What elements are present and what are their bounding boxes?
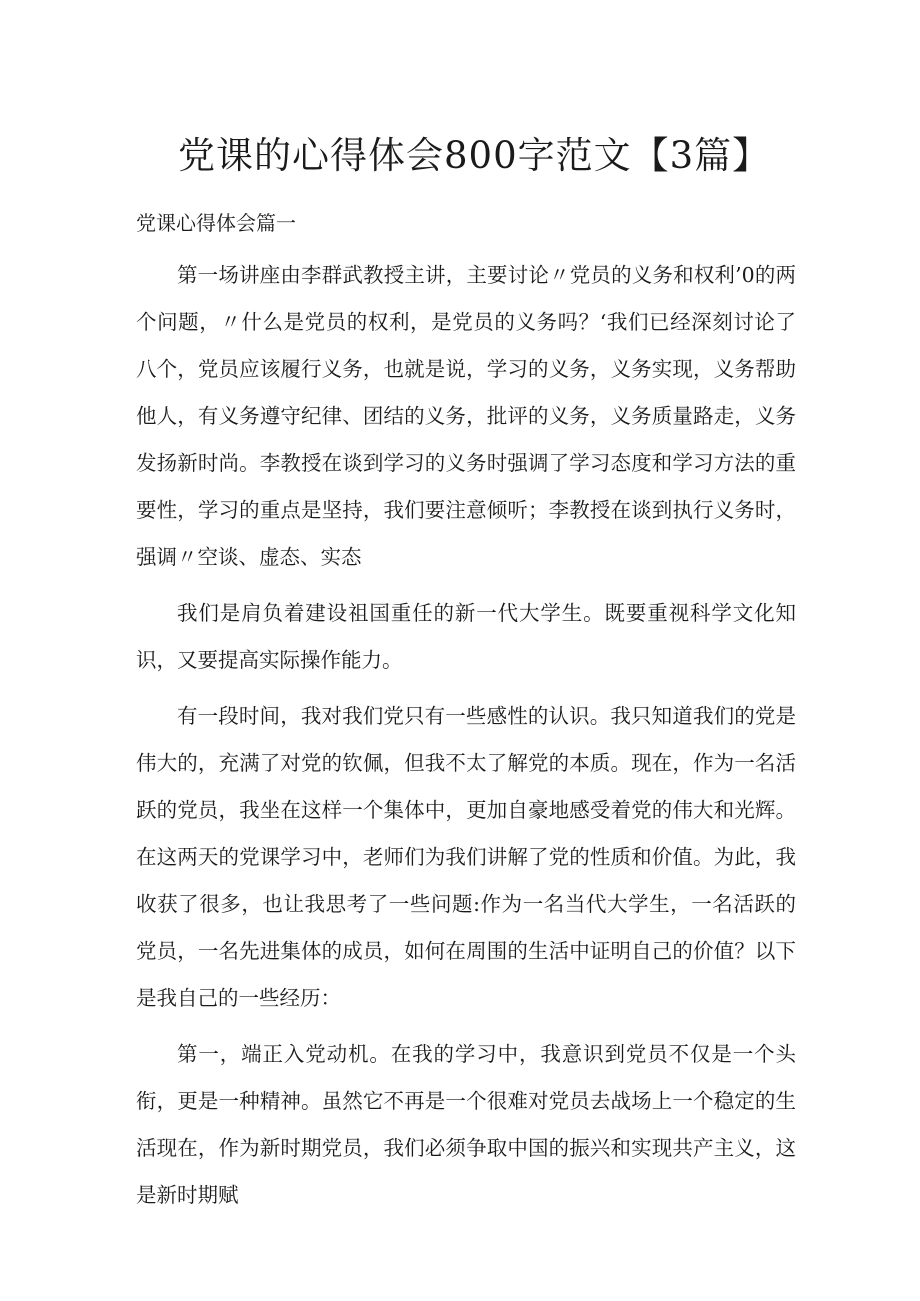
- paragraph-2: 我们是肩负着建设祖国重任的新一代大学生。既要重视科学文化知识，又要提高实际操作能力。: [136, 601, 796, 672]
- document-title: 党课的心得体会800字范文【3篇】: [178, 134, 771, 177]
- section-heading: 党课心得体会篇一: [136, 211, 296, 235]
- paragraph-3: 有一段时间，我对我们党只有一些感性的认识。我只知道我们的党是伟大的，充满了对党的钦佩，但我不太了解党的本质。现在，作为一名活跃的党员，我坐在这样一个集体中，更加自豪地感受着党的伟大和光辉。在这两天的党课学习中，老师们为我们讲解了党的性质和价值。为此，我收获了很多，也让我思考了一些问题:作为一名当代大学生，一名活跃的党员，一名先进集体的成员，如何在周围的生活中证明自己的价值？以下是我自己的一些经历：: [136, 704, 796, 1010]
- paragraph-4: 第一，端正入党动机。在我的学习中，我意识到党员不仅是一个头衔，更是一种精神。虽然它不再是一个很难对党员去战场上一个稳定的生活现在，作为新时期党员，我们必须争取中国的振兴和实现共产主义，这是新时期赋: [136, 1042, 796, 1207]
- paragraph-1: 第一场讲座由李群武教授主讲，主要讨论〃党员的义务和权利’0的两个问题，〃什么是党员的权利，是党员的义务吗？‘我们已经深刻讨论了八个，党员应该履行义务，也就是说，学习的义务，义务实现，义务帮助他人，有义务遵守纪律、团结的义务，批评的义务，义务质量路走，义务发扬新时尚。李教授在谈到学习的义务时强调了学习态度和学习方法的重要性，学习的重点是坚持，我们要注意倾听；李教授在谈到执行义务时，强调〃空谈、虚态、实态: [136, 263, 796, 569]
- document-body: [136, 252, 796, 1228]
